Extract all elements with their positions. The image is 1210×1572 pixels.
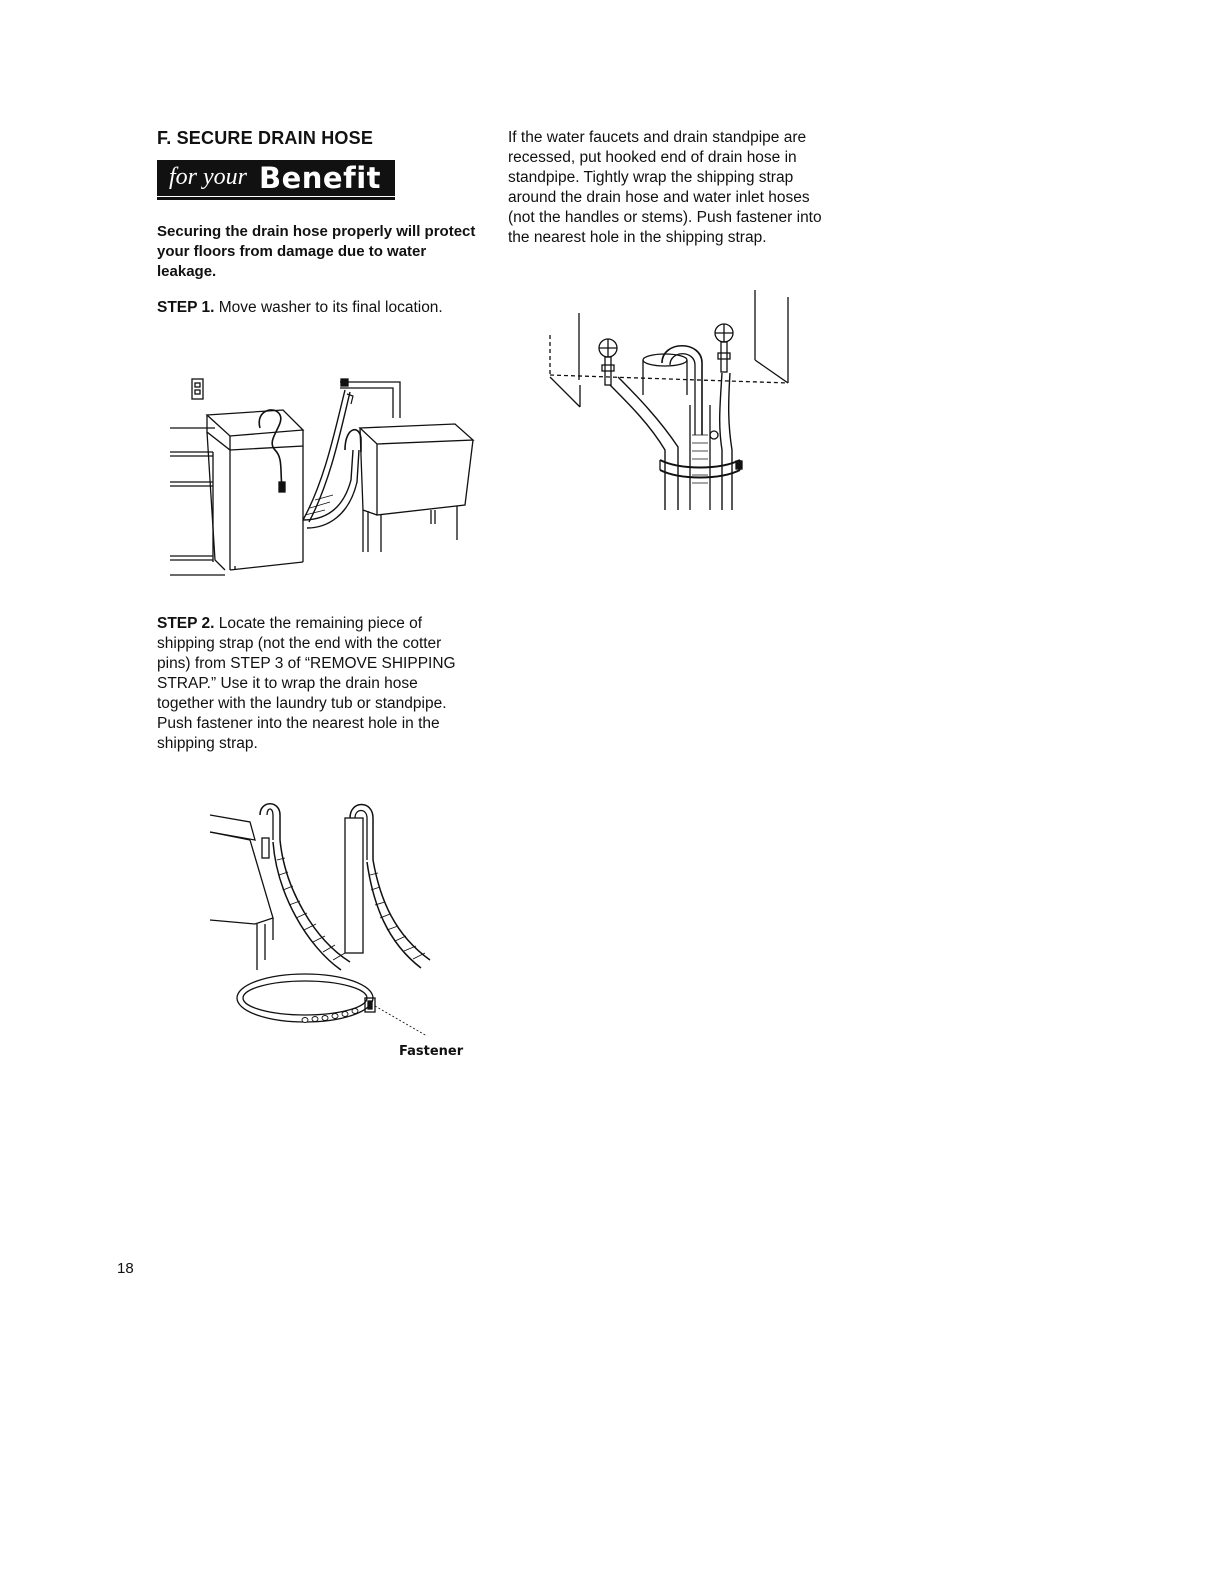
banner-underline <box>157 197 395 200</box>
step-2-text: Locate the remaining piece of shipping strap (not the end with the cotter pins) from STEP 3 of “REMOVE SHIPPING STRAP.” Use it to wrap the drain hose together with the laundry tub or standpipe. Push fastener into the nearest hole in the shipping strap. <box>157 615 456 752</box>
left-inlet-hose <box>610 385 665 510</box>
left-water-faucet <box>599 339 617 385</box>
step-1 <box>157 298 457 318</box>
right-water-faucet <box>715 324 733 372</box>
step-2-label: STEP 2. <box>157 615 215 632</box>
standpipe-opening <box>643 354 687 366</box>
laundry-tub <box>360 424 473 444</box>
page-number: 18 <box>117 1260 134 1277</box>
step-1-text: Move washer to its final location. <box>214 299 443 316</box>
standpipe <box>345 818 363 953</box>
step-1-label: STEP 1. <box>157 299 215 316</box>
section-heading: F. SECURE DRAIN HOSE <box>157 128 374 148</box>
wall-outlet-icon <box>192 379 203 399</box>
benefit-statement: Securing the drain hose properly will protect your floors from damage due to water leakage. <box>157 223 476 280</box>
washer-and-laundry-tub-illustration <box>165 370 480 585</box>
step-2 <box>157 614 477 754</box>
drain-hose <box>690 405 710 510</box>
washer-lid <box>207 410 303 436</box>
for-your-benefit-banner <box>157 160 395 200</box>
fastener-label: Fastener <box>399 1044 464 1059</box>
recessed-faucets-illustration <box>540 285 800 515</box>
right-inlet-hose <box>720 373 722 510</box>
banner-small-text: for your <box>169 164 247 190</box>
shipping-strap-wrap <box>660 460 740 468</box>
drain-hose-upper <box>303 390 345 520</box>
fastener-leader-line <box>375 1006 427 1036</box>
banner-big-text: Benefit <box>259 161 382 195</box>
water-supply-pipes <box>340 382 400 418</box>
drain-hose-strap-illustration <box>205 800 445 1040</box>
power-cord <box>259 410 282 488</box>
recessed-instructions: If the water faucets and drain standpipe are recessed, put hooked end of drain hose in standpipe. Tightly wrap the shipping strap around the drain hose and water inlet hoses (not the handles or stems). Push fastener into the nearest hole in the shipping strap. <box>508 129 822 246</box>
